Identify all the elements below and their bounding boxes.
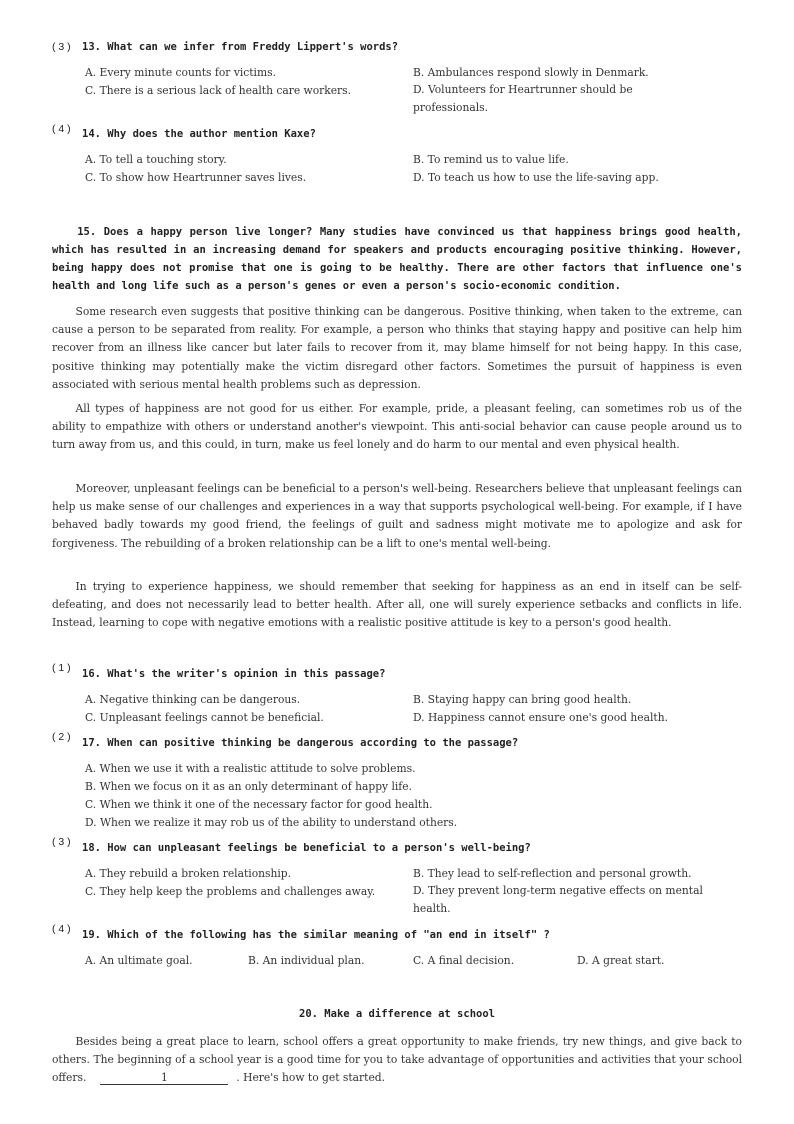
option-c: C. They help keep the problems and challenges away. (85, 885, 376, 898)
paragraph-text: Besides being a great place to learn, school offers a great opportunity to make friends, try new things, and give back to others. The beginning of a school year is a good time for you to take advantage of opportunities and activities that your school offers. (52, 1035, 742, 1085)
option-c: C. When we think it one of the necessary factor for good health. (85, 798, 433, 811)
option-b: B. An individual plan. (248, 954, 365, 967)
question-text: 16. What's the writer's opinion in this passage? (82, 668, 386, 680)
question-text: 14. Why does the author mention Kaxe? (82, 128, 316, 140)
option-b: B. They lead to self-reflection and personal growth. (413, 867, 692, 880)
option-d: D. A great start. (577, 954, 665, 967)
option-a: A. To tell a touching story. (85, 153, 227, 166)
option-c: C. There is a serious lack of health care workers. (85, 84, 352, 97)
option-c: C. Unpleasant feelings cannot be beneficial. (85, 711, 324, 724)
option-a: A. They rebuild a broken relationship. (85, 867, 292, 880)
answer-number: ( 1 ) (52, 662, 71, 674)
section-paragraph (52, 1033, 742, 1088)
option-d: D. To teach us how to use the life-saving app. (413, 171, 659, 184)
question-text: 13. What can we infer from Freddy Lippert's words? (82, 41, 399, 53)
option-b: B. When we focus on it as an only determinant of happy life. (85, 780, 412, 793)
option-c: C. To show how Heartrunner saves lives. (85, 171, 307, 184)
option-a: A. An ultimate goal. (85, 954, 193, 967)
option-b: B. Staying happy can bring good health. (413, 693, 632, 706)
option-d: D. When we realize it may rob us of the ability to understand others. (85, 816, 458, 829)
question-text: 17. When can positive thinking be dangerous according to the passage? (82, 737, 519, 749)
answer-number: ( 4 ) (52, 923, 71, 935)
option-d: D. Volunteers for Heartrunner should be professionals. (413, 83, 633, 114)
answer-number: ( 4 ) (52, 123, 71, 135)
passage-paragraph: Some research even suggests that positive thinking can be dangerous. Positive thinking, when taken to the extreme, can cause a person to be separated from reality. For example, a person who thinks that staying happy and positive can help him recover from an illness like cancer but later fails to recover from it, may blame himself for not being happy. In this case, positive thinking may potentially make the victim disregard other factors. Sometimes the pursuit of happiness is even associated with serious mental health problems such as depression. (52, 305, 742, 391)
option-a: A. When we use it with a realistic attitude to solve problems. (85, 762, 416, 775)
passage-paragraph: Moreover, unpleasant feelings can be beneficial to a person's well-being. Researchers believe that unpleasant feelings can help us make sense of our challenges and experiences in a way that supports psychological well-being. For example, if I have behaved badly towards my good friend, the feelings of guilt and sadness might motivate me to apologize and ask for forgiveness. The rebuilding of a broken relationship can be a lift to one's mental well-being. (52, 482, 742, 550)
option-b: B. To remind us to value life. (413, 153, 569, 166)
answer-number: ( 3 ) (52, 41, 71, 53)
answer-blank[interactable]: 1 (100, 1071, 228, 1085)
passage-paragraph: All types of happiness are not good for us either. For example, pride, a pleasant feeling, can sometimes rob us of the ability to empathize with others or understand another's viewpoint. This anti-social behavior can cause people around us to turn away from us, and this could, in turn, make us feel lonely and do harm to our mental and even physical health. (52, 402, 742, 452)
option-a: A. Negative thinking can be dangerous. (85, 693, 301, 706)
question-text: 18. How can unpleasant feelings be beneficial to a person's well-being? (82, 842, 531, 854)
answer-number: ( 3 ) (52, 836, 71, 848)
option-d: D. Happiness cannot ensure one's good health. (413, 711, 668, 724)
passage-paragraph: In trying to experience happiness, we should remember that seeking for happiness as an end in itself can be self-defeating, and does not necessarily lead to better health. After all, one will surely experience setbacks and conflicts in life. Instead, learning to cope with negative emotions with a realistic positive attitude is key to a person's good health. (52, 580, 742, 630)
paragraph-text: . Here's how to get started. (236, 1071, 386, 1085)
option-d: D. They prevent long-term negative effects on mental health. (413, 884, 703, 915)
option-b: B. Ambulances respond slowly in Denmark. (413, 66, 649, 79)
passage-intro: 15. Does a happy person live longer? Many studies have convinced us that happiness brings good health, which has resulted in an increasing demand for speakers and products encouraging positive thinking. However, being happy does not promise that one is going to be healthy. There are other factors that influence one's health and long life such as a person's genes or even a person's socio-economic condition. (52, 226, 742, 292)
option-c: C. A final decision. (413, 954, 515, 967)
answer-number: ( 2 ) (52, 731, 71, 743)
option-a: A. Every minute counts for victims. (85, 66, 276, 79)
section-title: 20. Make a difference at school (299, 1008, 495, 1020)
question-text: 19. Which of the following has the similar meaning of "an end in itself" ? (82, 929, 550, 941)
